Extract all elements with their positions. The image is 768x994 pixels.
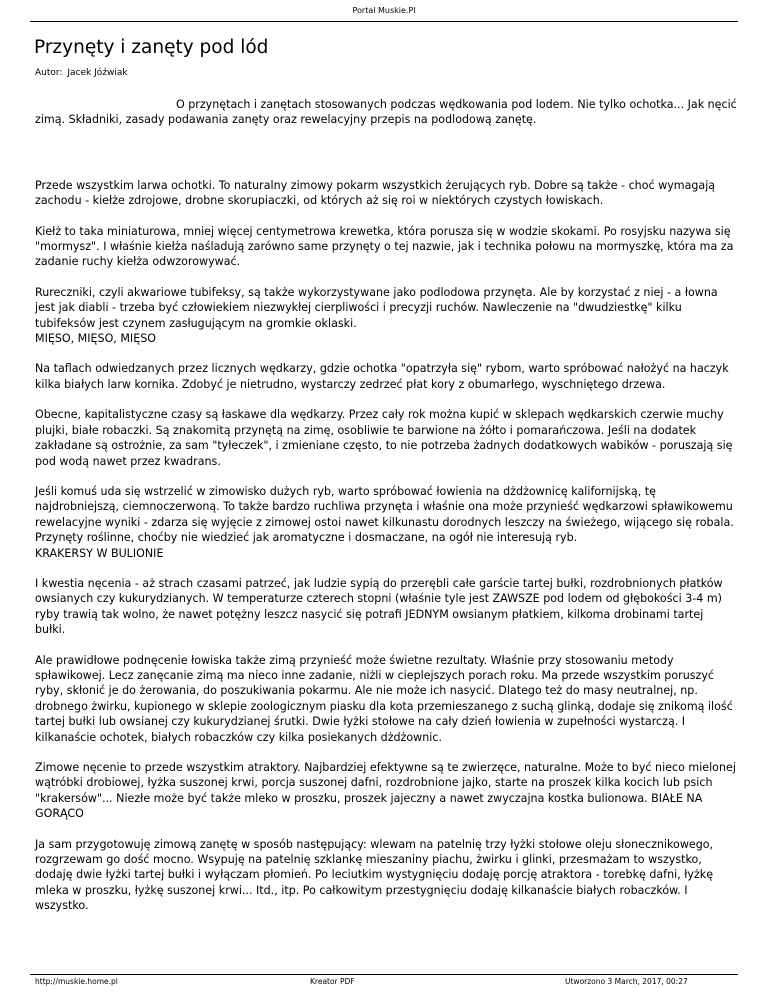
article-title: Przynęty i zanęty pod lód [34,37,269,58]
paragraph: Jeśli komuś uda się wstrzelić w zimowisko dużych ryb, warto spróbować łowienia na dżdżownicę kalifornijską, tę najdrobniejszą, ciemnoczerwoną. To także bardzo ruchliwa przynęta i właśnie ona może przynieść wędkarzowi spławikowemu rewelacyjne wyniki - zdarza się wyjęcie z zimowej ostoi nawet kilkunastu dorodnych leszczy na świeżego, wijącego się robala. Przynęty roślinne, choćby nie wiedzieć jak aromatyczne i dosmaczane, na ogół nie interesują ryb. KRAKERSY W BULIONIE [35,484,734,560]
paragraph: Przede wszystkim larwa ochotki. To naturalny zimowy pokarm wszystkich żerujących ryb. Dobre są także - choć wymagają zachodu - kiełże zdrojowe, drobne skorupiaczki, od których aż się roi w niektórych czystych łowiskach. [35,178,716,208]
footer-created-date: Utworzono 3 March, 2017, 00:27 [565,977,688,986]
article-lead: O przynętach i zanętach stosowanych podczas wędkowania pod lodem. Nie tylko ochotka... Jak nęcić zimą. Składniki, zasady podawania zanęty oraz rewelacyjny przepis na podlodową zanętę. [35,98,737,127]
author-name: Jacek Jóźwiak [67,68,128,78]
footer-url[interactable]: http://muskie.home.pl [35,977,118,986]
paragraph: Ja sam przygotowuję zimową zanętę w sposób następujący: wlewam na patelnię trzy łyżki stołowe oleju słonecznikowego, rozgrzewam go dość mocno. Wsypuję na patelnię szklankę mieszaniny piachu, żwirku i glinki, przesmażam to wszystko, dodaję dwie łyżki tartej bułki i wyłączam płomień. Po leciutkim wystygnięciu dodaję porcję atraktora - torebkę dafni, łyżkę mleka w proszku, łyżkę suszonej krwi... Itd., itp. Po całkowitym przestygnięciu dodaję kilkanaście białych robaczków. I wszystko. [35,837,714,913]
paragraph: Zimowe nęcenie to przede wszystkim atraktory. Najbardziej efektywne są te zwierzęce, naturalne. Może to być nieco mielonej wątróbki drobiowej, łyżka suszonej krwi, porcja suszonej dafni, rozdrobnione jajko, starte na proszek kilka kocich lub psich "krakersów"... Niezłe może być także mleko w proszku, proszek jajeczny a nawet zwyczajna kostka bulionowa. BIAŁE NA GORĄCO [35,761,736,821]
footer-divider [30,974,738,975]
author-line [35,68,130,78]
paragraph: Obecne, kapitalistyczne czasy są łaskawe dla wędkarzy. Przez cały rok można kupić w sklepach wędkarskich czerwie muchy plujki, białe robaczki. Są znakomitą przynętą na zimę, osobliwie te barwione na żółto i pomarańczowa. Jeśli na dodatek zakładane są ostrożnie, za sam "tyłeczek", i zmieniane często, to nie potrzeba żadnych dodatkowych wabików - poruszają się pod wodą nawet przez kwadrans. [35,408,733,468]
paragraph: I kwestia nęcenia - aż strach czasami patrzeć, jak ludzie sypią do przerębli całe garście tartej bułki, rozdrobnionych płatków owsianych czy kukurydzianych. W temperaturze czterech stopni (właśnie tyle jest ZAWSZE pod lodem od głębokości 3-4 m) ryby trawią tak wolno, że nawet potężny leszcz nasycić się potrafi JEDNYM owsianym płatkiem, kilkoma drobinami tartej bułki. [35,576,723,637]
paragraph: Rurecznikі, czyli akwariowe tubifeksy, są także wykorzystywane jako podlodowa przynęta. Ale by korzystać z niej - a łowna jest jak diabli - trzeba być człowiekiem niezwykłej cierpliwości i precyzji ruchów. Nawleczenie na "dwudziestkę" kilku tubifeksów jest czynem zasługującym na gromkie oklaski. MIĘSO, MIĘSO, MIĘSO [35,285,718,346]
author-label: Autor: [35,68,63,78]
header-divider [30,21,738,22]
paragraph: Kiełż to taka miniaturowa, mniej więcej centymetrowa krewetka, która porusza się w wodzie skokami. Po rosyjsku nazywa się "mormysz". I właśnie kiełża naśladują zarówno same przynęty o tej nazwie, jak i technika połowu na mormyszkę, która ma za zadanie ruchy kiełża odwzorowywać. [35,224,734,269]
paragraph: Na taflach odwiedzanych przez licznych wędkarzy, gdzie ochotka "opatrzyła się" rybom, warto spróbować nałożyć na haczyk kilka białych larw kornika. Zdobyć je nietrudno, wystarczy zedrzeć płat kory z obumarłego, wyschniętego drzewa. [35,362,729,391]
site-header: Portal Muskie.Pl [352,6,416,15]
footer-creator: Kreator PDF [310,977,355,986]
article-body [35,97,737,929]
paragraph: Ale prawidłowe podnęcenie łowiska także zimą przynieść może świetne rezultaty. Właśnie przy stosowaniu metody spławikowej. Lecz zanęcanie zimą ma nieco inne zadanie, niżli w cieplejszych porach roku. Ma przede wszystkim poruszyć ryby, skłonić je do żerowania, do poszukiwania pokarmu. Ale nie może ich nasycić. Dlatego też do masy neutralnej, np. drobnego żwirku, kupionego w sklepie zoologicznym piasku dla kota przemieszanego z suchą glinką, dodaje się znikomą ilość tartej bułki lub owsianej czy kukurydzianej śrutki. Dwie łyżki stołowe na cały dzień łowienia w zupełności wystarczą. I kilkanaście ochotek, białych robaczków czy kilka posiekanych dżdżownic. [35,653,733,744]
